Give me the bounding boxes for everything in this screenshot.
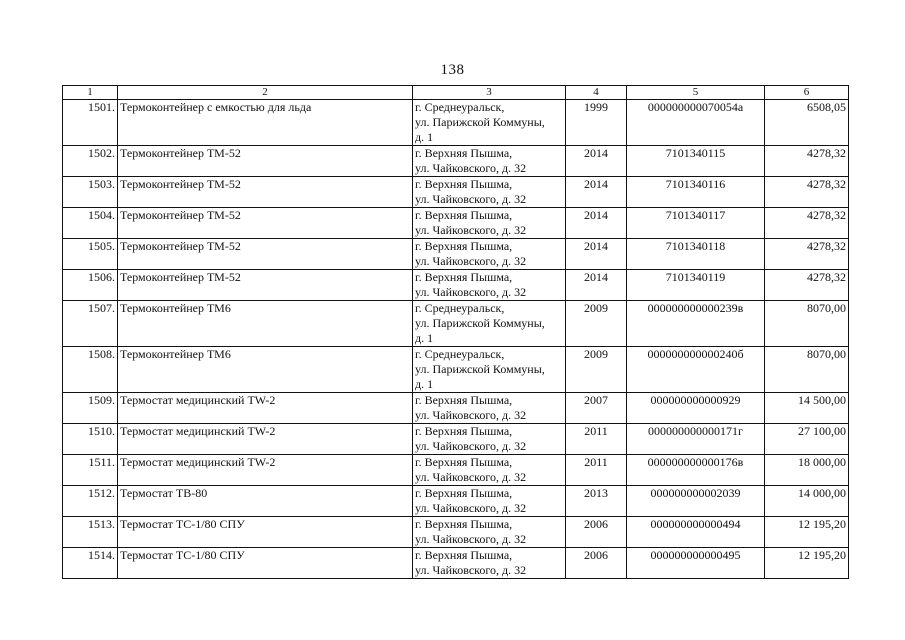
item-year: 2013 [566,486,627,517]
address-line: г. Верхняя Пышма, [415,208,513,222]
column-header-2: 2 [118,86,413,100]
inventory-code: 000000000000239в [627,301,765,347]
address-line: г. Верхняя Пышма, [415,393,513,407]
item-address [413,301,566,347]
item-name: Термостат ТВ-80 [118,486,413,517]
item-address [413,424,566,455]
row-number: 1511. [63,455,118,486]
row-number: 1503. [63,177,118,208]
address-line: ул. Парижской Коммуны, [415,316,545,330]
item-name: Термостат медицинский TW-2 [118,424,413,455]
item-name: Термостат медицинский TW-2 [118,393,413,424]
address-line: ул. Чайковского, д. 32 [415,285,527,299]
row-number: 1502. [63,146,118,177]
table-row [63,100,849,146]
item-address [413,208,566,239]
item-address [413,270,566,301]
inventory-code: 7101340117 [627,208,765,239]
row-number: 1501. [63,100,118,146]
row-number: 1512. [63,486,118,517]
address-line: г. Среднеуральск, [415,100,505,114]
item-price: 4278,32 [765,270,849,301]
inventory-code: 7101340115 [627,146,765,177]
page-number: 138 [440,62,465,78]
item-name: Термоконтейнер ТМ-52 [118,146,413,177]
address-line: г. Верхняя Пышма, [415,486,513,500]
address-line: г. Верхняя Пышма, [415,146,513,160]
item-address [413,177,566,208]
item-year: 2014 [566,239,627,270]
item-name: Термостат медицинский TW-2 [118,455,413,486]
inventory-code: 000000000000176в [627,455,765,486]
item-price: 27 100,00 [765,424,849,455]
table-row [63,239,849,270]
item-year: 2009 [566,347,627,393]
address-line: ул. Чайковского, д. 32 [415,532,527,546]
address-line: г. Верхняя Пышма, [415,517,513,531]
address-line: ул. Чайковского, д. 32 [415,470,527,484]
address-line: г. Верхняя Пышма, [415,270,513,284]
column-header-3: 3 [413,86,566,100]
item-price: 4278,32 [765,146,849,177]
item-address [413,455,566,486]
item-price: 6508,05 [765,100,849,146]
inventory-code: 000000000000494 [627,517,765,548]
table-row [63,548,849,579]
table-row [63,301,849,347]
inventory-code: 000000000000495 [627,548,765,579]
item-price: 12 195,20 [765,517,849,548]
row-number: 1507. [63,301,118,347]
address-line: ул. Чайковского, д. 32 [415,161,527,175]
item-name: Термоконтейнер ТМ-52 [118,270,413,301]
address-line: г. Верхняя Пышма, [415,239,513,253]
inventory-code: 7101340116 [627,177,765,208]
inventory-code: 000000000000171г [627,424,765,455]
address-line: ул. Парижской Коммуны, [415,115,545,129]
item-price: 18 000,00 [765,455,849,486]
item-price: 4278,32 [765,239,849,270]
address-line: ул. Чайковского, д. 32 [415,192,527,206]
item-year: 2006 [566,517,627,548]
inventory-code: 7101340119 [627,270,765,301]
address-line: г. Среднеуральск, [415,301,505,315]
address-line: г. Верхняя Пышма, [415,455,513,469]
address-line: д. 1 [415,331,434,345]
item-address [413,548,566,579]
table-row [63,393,849,424]
inventory-code: 7101340118 [627,239,765,270]
table-row [63,424,849,455]
address-line: г. Среднеуральск, [415,347,505,361]
inventory-table [62,85,849,579]
row-number: 1506. [63,270,118,301]
table-row [63,455,849,486]
row-number: 1504. [63,208,118,239]
table-body [63,100,849,579]
table-row [63,208,849,239]
column-header-4: 4 [566,86,627,100]
item-name: Термоконтейнер ТМ-52 [118,239,413,270]
item-price: 4278,32 [765,208,849,239]
row-number: 1513. [63,517,118,548]
item-price: 14 000,00 [765,486,849,517]
row-number: 1510. [63,424,118,455]
table-row [63,486,849,517]
table-row [63,270,849,301]
item-year: 2014 [566,270,627,301]
item-address [413,100,566,146]
item-price: 8070,00 [765,347,849,393]
row-number: 1508. [63,347,118,393]
item-year: 2014 [566,146,627,177]
inventory-code: 000000000002039 [627,486,765,517]
item-year: 2006 [566,548,627,579]
item-year: 2014 [566,208,627,239]
item-year: 2009 [566,301,627,347]
table-header [63,86,849,100]
item-price: 12 195,20 [765,548,849,579]
item-name: Термостат ТС-1/80 СПУ [118,517,413,548]
item-price: 8070,00 [765,301,849,347]
row-number: 1505. [63,239,118,270]
row-number: 1509. [63,393,118,424]
address-line: ул. Чайковского, д. 32 [415,408,527,422]
item-address [413,146,566,177]
item-address [413,393,566,424]
item-year: 2011 [566,424,627,455]
address-line: ул. Парижской Коммуны, [415,362,545,376]
address-line: ул. Чайковского, д. 32 [415,501,527,515]
address-line: ул. Чайковского, д. 32 [415,223,527,237]
item-address [413,347,566,393]
address-line: д. 1 [415,130,434,144]
address-line: д. 1 [415,377,434,391]
item-year: 2011 [566,455,627,486]
address-line: г. Верхняя Пышма, [415,548,513,562]
item-year: 2014 [566,177,627,208]
row-number: 1514. [63,548,118,579]
item-address [413,517,566,548]
item-name: Термоконтейнер ТМ6 [118,301,413,347]
header-row [63,86,849,100]
column-header-5: 5 [627,86,765,100]
item-name: Термостат ТС-1/80 СПУ [118,548,413,579]
address-line: г. Верхняя Пышма, [415,177,513,191]
item-price: 4278,32 [765,177,849,208]
address-line: ул. Чайковского, д. 32 [415,254,527,268]
item-price: 14 500,00 [765,393,849,424]
address-line: г. Верхняя Пышма, [415,424,513,438]
item-address [413,239,566,270]
table-row [63,517,849,548]
address-line: ул. Чайковского, д. 32 [415,563,527,577]
column-header-1: 1 [63,86,118,100]
inventory-code: 000000000000240б [627,347,765,393]
item-name: Термоконтейнер с емкостью для льда [118,100,413,146]
item-address [413,486,566,517]
table-row [63,177,849,208]
item-name: Термоконтейнер ТМ-52 [118,177,413,208]
address-line: ул. Чайковского, д. 32 [415,439,527,453]
table-row [63,347,849,393]
inventory-code: 000000000070054а [627,100,765,146]
item-year: 2007 [566,393,627,424]
column-header-6: 6 [765,86,849,100]
item-year: 1999 [566,100,627,146]
item-name: Термоконтейнер ТМ-52 [118,208,413,239]
inventory-code: 000000000000929 [627,393,765,424]
table-row [63,146,849,177]
item-name: Термоконтейнер ТМ6 [118,347,413,393]
